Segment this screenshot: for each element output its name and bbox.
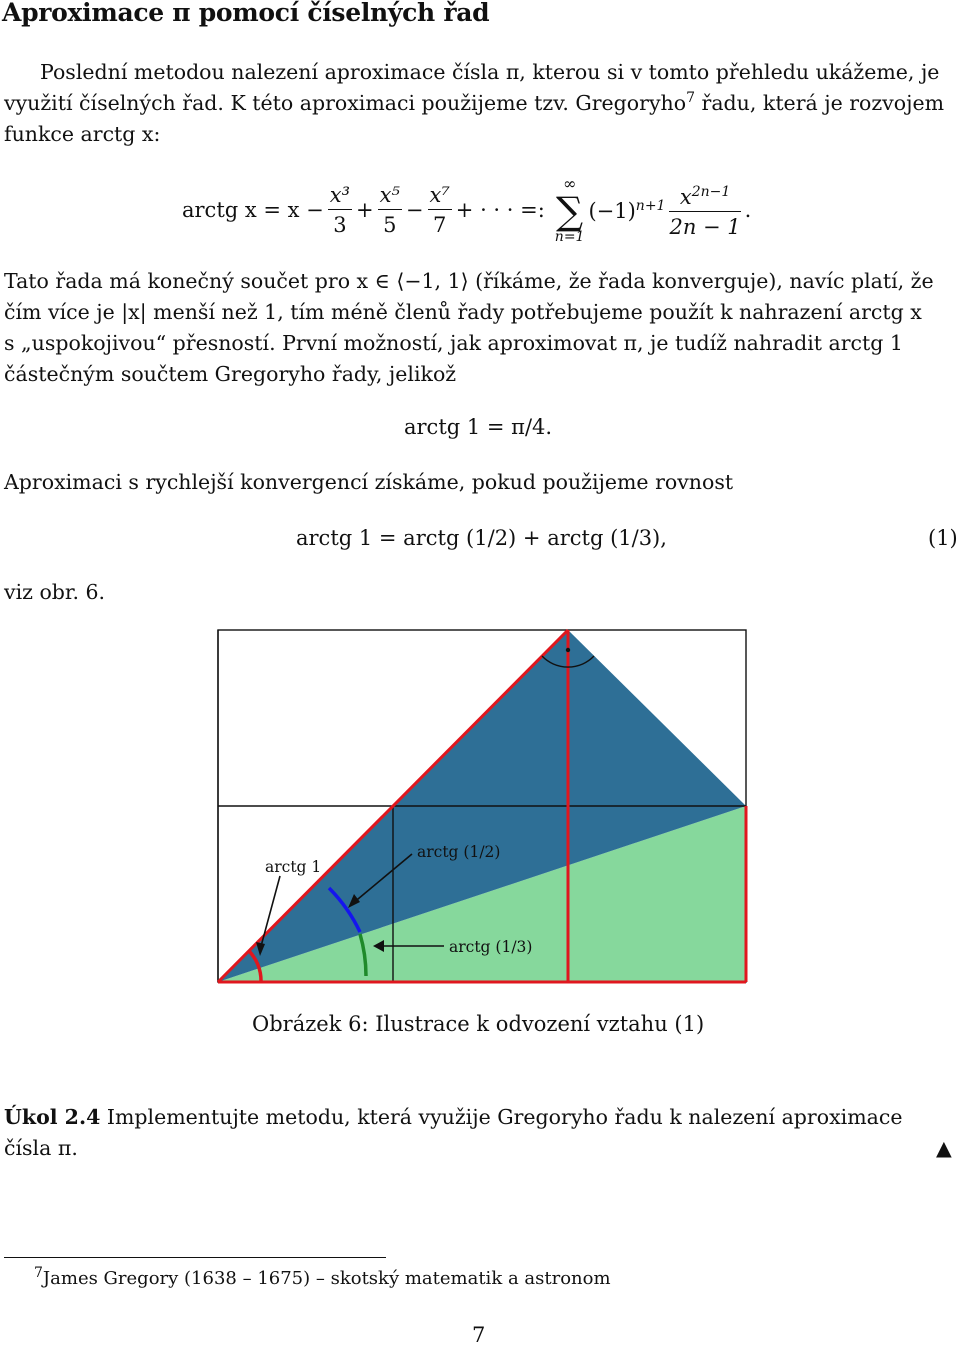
formula-tail: + · · · =: — [455, 198, 545, 222]
footnote-ref: 7 — [686, 90, 695, 106]
intro-line-1: Poslední metodou nalezení aproximace čísla π, kterou si v tomto přehledu ukážeme, je — [40, 60, 940, 84]
equation-1: arctg 1 = arctg (1/2) + arctg (1/3), — [296, 526, 667, 550]
section-title: Aproximace π pomocí číselných řad — [2, 0, 490, 27]
sum-operator: ∞ ∑ n=1 — [554, 174, 585, 245]
footnote-rule — [4, 1257, 386, 1258]
term-x3: $\frac{\text{x³}}{3}$ — [329, 182, 351, 237]
viz-reference: viz obr. 6. — [4, 580, 106, 604]
label-arctg-1-2: arctg (1/2) — [417, 843, 501, 861]
sign-term: $(-1)^{n+1}$ — [588, 197, 666, 223]
equation-pi-over-4: arctg 1 = π/4. — [404, 415, 553, 439]
term-x7: $\frac{\text{x⁷}}{7}$ — [429, 182, 450, 237]
footnote-mark: 7 — [34, 1265, 43, 1281]
general-term: $\frac{x^{2n-1}}{2n - 1}$ — [669, 178, 740, 242]
footnote — [34, 1265, 611, 1289]
intro-line-3: funkce arctg x: — [4, 122, 161, 146]
series-formula — [182, 170, 751, 250]
label-arctg-1: arctg 1 — [265, 858, 322, 876]
task-line-1 — [4, 1105, 902, 1129]
para2-line-3: s „uspokojivou“ přesností. První možností, jak aproximovat π, je tudíž nahradit arctg 1 — [4, 331, 903, 355]
figure-caption: Obrázek 6: Ilustrace k odvození vztahu (1) — [252, 1012, 705, 1036]
para2-line-4: částečným součtem Gregoryho řady, jelikož — [4, 362, 457, 386]
intro-line-2 — [4, 90, 944, 115]
intro-line-2a: využití číselných řad. K této aproximaci použijeme tzv. Gregoryho — [4, 90, 687, 115]
task-line-2: čísla π. — [4, 1136, 78, 1160]
label-arctg-1-3: arctg (1/3) — [449, 938, 533, 956]
minus-1: − — [405, 198, 424, 222]
task-text-1: Implementujte metodu, která využije Gregoryho řadu k nalezení aproximace — [100, 1105, 903, 1129]
task-label: Úkol 2.4 — [4, 1105, 101, 1129]
plus-1: + — [356, 198, 374, 222]
para2-line-1: Tato řada má konečný součet pro x ∈ ⟨−1, 1⟩ (říkáme, že řada konverguje), navíc platí, že — [4, 269, 934, 293]
formula-lhs: arctg x = x − — [182, 198, 324, 222]
right-angle-dot — [566, 648, 570, 652]
page-number: 7 — [472, 1323, 486, 1347]
figure-6 — [212, 626, 752, 988]
para3: Aproximaci s rychlejší konvergencí získáme, pokud použijeme rovnost — [4, 470, 734, 494]
end-of-task-mark: ▲ — [936, 1136, 952, 1160]
para2-line-2: čím více je |x| menší než 1, tím méně členů řady potřebujeme použít k nahrazení arctg x — [4, 300, 922, 324]
equation-1-number: (1) — [928, 526, 958, 550]
intro-line-2b: řadu, která je rozvojem — [695, 90, 945, 115]
term-x5: $\frac{\text{x⁵}}{5}$ — [379, 182, 400, 237]
formula-end: . — [744, 198, 752, 222]
footnote-text: James Gregory (1638 – 1675) – skotský matematik a astronom — [42, 1268, 611, 1289]
